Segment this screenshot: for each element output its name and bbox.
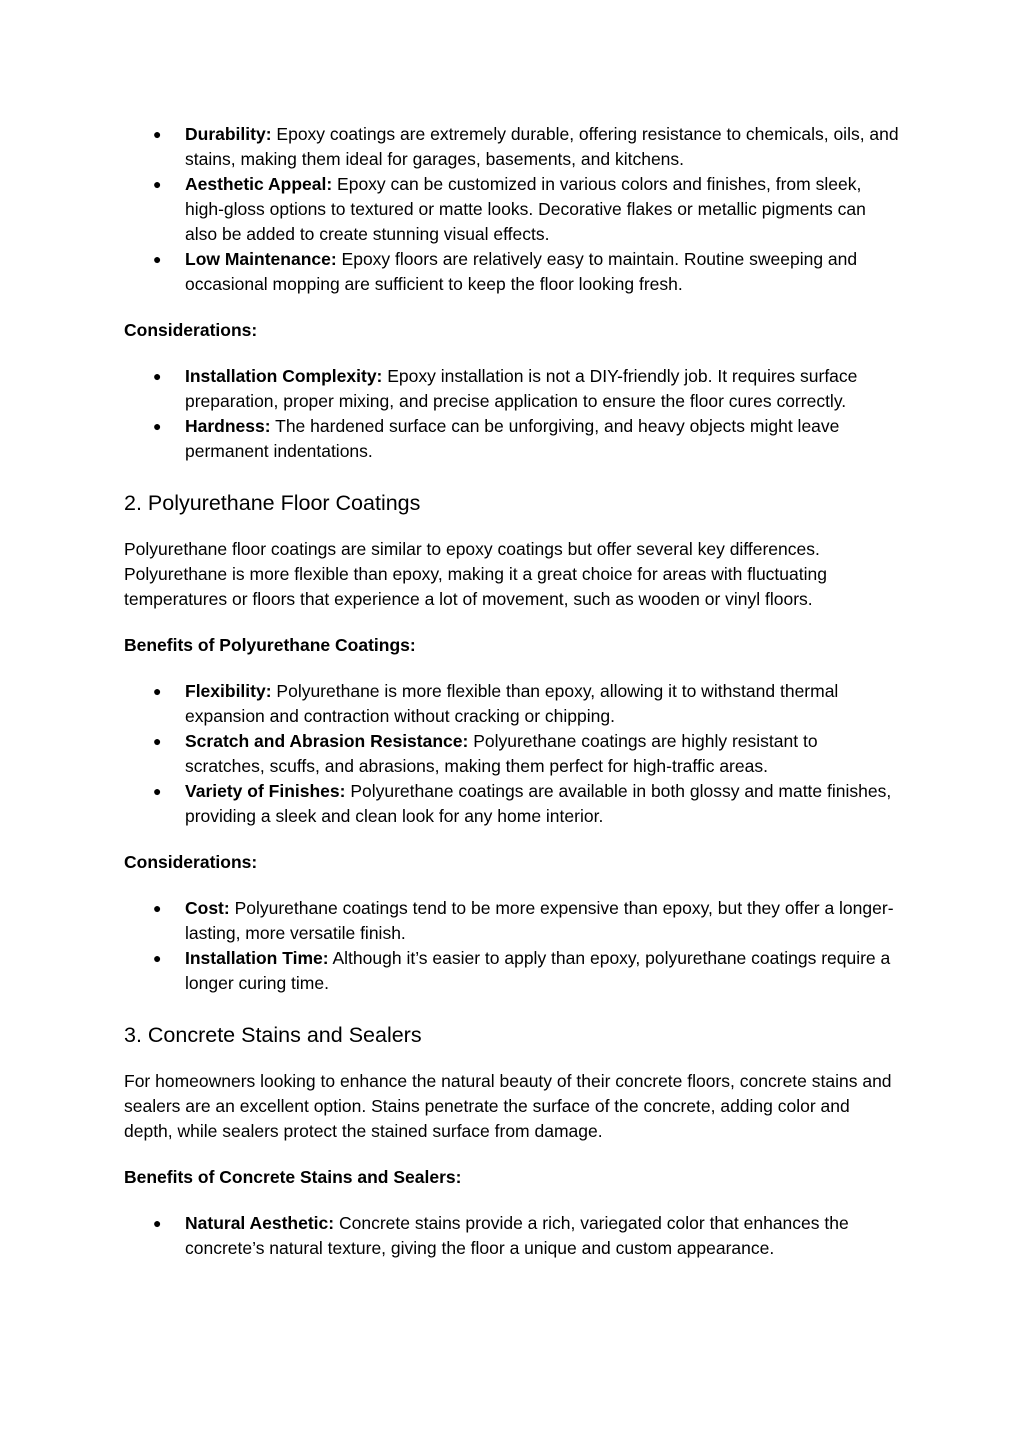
list-item — [124, 122, 900, 172]
polyurethane-heading: 2. Polyurethane Floor Coatings — [124, 491, 421, 515]
item-text: Epoxy installation is not a DIY-friendly job. It requires surface preparation, proper mixing, and precise application to ensure the floor cures correctly. — [185, 366, 858, 411]
document-page — [124, 122, 900, 1261]
concrete-benefits-title: Benefits of Concrete Stains and Sealers: — [124, 1167, 462, 1187]
epoxy-benefits-list — [124, 122, 900, 297]
list-item — [124, 779, 900, 829]
polyurethane-benefits-title: Benefits of Polyurethane Coatings: — [124, 635, 416, 655]
item-label: Aesthetic Appeal: — [185, 174, 333, 194]
item-text: Polyurethane coatings are available in both glossy and matte finishes, providing a sleek and clean look for any home interior. — [185, 781, 892, 826]
polyurethane-considerations-list — [124, 896, 900, 996]
item-label: Durability: — [185, 124, 272, 144]
polyurethane-considerations-title: Considerations: — [124, 852, 258, 872]
item-text: Polyurethane coatings tend to be more expensive than epoxy, but they offer a longer-lasting, more versatile finish. — [185, 898, 894, 943]
list-item — [124, 247, 900, 297]
epoxy-considerations-title: Considerations: — [124, 320, 258, 340]
item-text: Epoxy coatings are extremely durable, offering resistance to chemicals, oils, and stains, making them ideal for garages, basements, and kitchens. — [185, 124, 899, 169]
item-label: Installation Time: — [185, 948, 329, 968]
polyurethane-intro: Polyurethane floor coatings are similar to epoxy coatings but offer several key differences. Polyurethane is more flexible than epoxy, making it a great choice for areas with fluctuating temperatures or floors that experience a lot of movement, such as wooden or vinyl floors. — [124, 539, 827, 609]
item-text: Although it’s easier to apply than epoxy, polyurethane coatings require a longer curing time. — [185, 948, 891, 993]
polyurethane-benefits-list — [124, 679, 900, 829]
list-item — [124, 679, 900, 729]
list-item — [124, 729, 900, 779]
item-label: Flexibility: — [185, 681, 272, 701]
list-item — [124, 364, 900, 414]
concrete-benefits-list — [124, 1211, 900, 1261]
list-item — [124, 896, 900, 946]
item-text: Epoxy can be customized in various colors and finishes, from sleek, high-gloss options to textured or matte looks. Decorative flakes or metallic pigments can also be added to create stunning visual effects. — [185, 174, 866, 244]
list-item — [124, 946, 900, 996]
item-label: Installation Complexity: — [185, 366, 383, 386]
concrete-intro: For homeowners looking to enhance the natural beauty of their concrete floors, concrete stains and sealers are an excellent option. Stains penetrate the surface of the concrete, adding color and depth, while sealers protect the stained surface from damage. — [124, 1071, 892, 1141]
item-text: The hardened surface can be unforgiving, and heavy objects might leave permanent indentations. — [185, 416, 840, 461]
item-text: Concrete stains provide a rich, variegated color that enhances the concrete’s natural texture, giving the floor a unique and custom appearance. — [185, 1213, 849, 1258]
item-label: Cost: — [185, 898, 230, 918]
item-text: Epoxy floors are relatively easy to maintain. Routine sweeping and occasional mopping are sufficient to keep the floor looking fresh. — [185, 249, 858, 294]
item-text: Polyurethane is more flexible than epoxy, allowing it to withstand thermal expansion and contraction without cracking or chipping. — [185, 681, 839, 726]
item-label: Low Maintenance: — [185, 249, 337, 269]
item-text: Polyurethane coatings are highly resistant to scratches, scuffs, and abrasions, making them perfect for high-traffic areas. — [185, 731, 818, 776]
epoxy-considerations-list — [124, 364, 900, 464]
list-item — [124, 1211, 900, 1261]
item-label: Variety of Finishes: — [185, 781, 346, 801]
list-item — [124, 172, 900, 247]
item-label: Hardness: — [185, 416, 271, 436]
item-label: Scratch and Abrasion Resistance: — [185, 731, 469, 751]
list-item — [124, 414, 900, 464]
concrete-heading: 3. Concrete Stains and Sealers — [124, 1023, 422, 1047]
item-label: Natural Aesthetic: — [185, 1213, 335, 1233]
